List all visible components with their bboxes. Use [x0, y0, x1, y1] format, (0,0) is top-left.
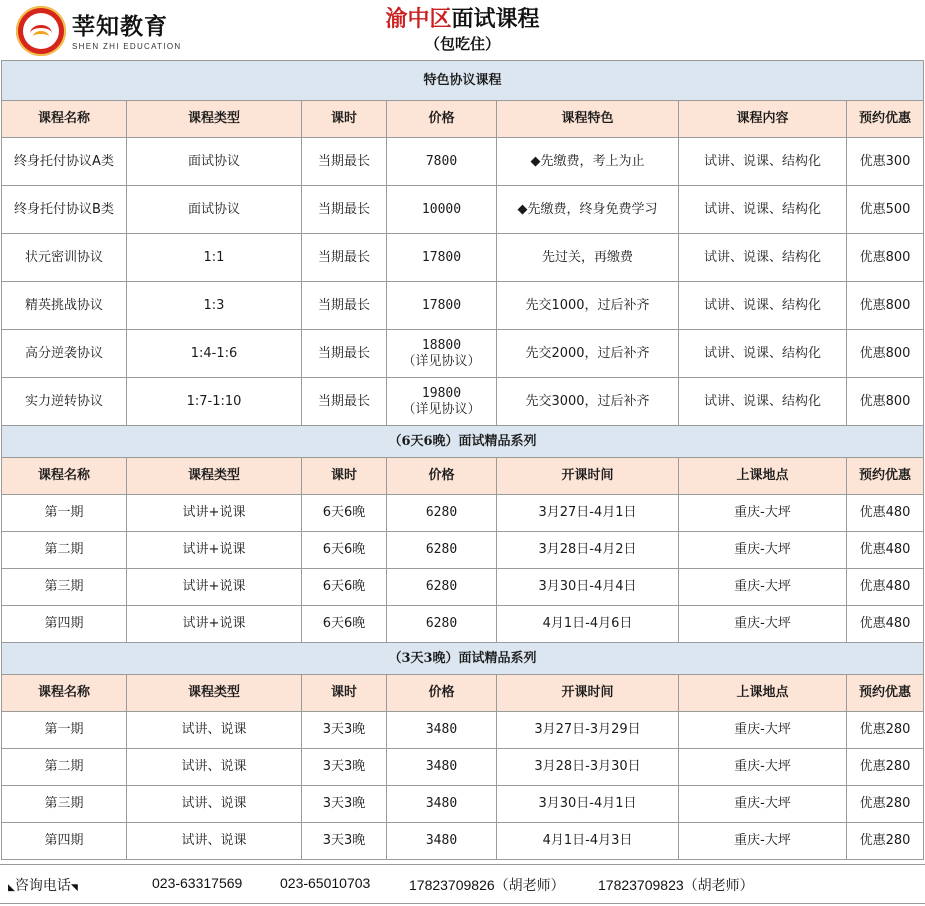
course-price: 3480 [387, 786, 497, 823]
column-header: 课时 [302, 458, 387, 495]
column-header: 课程类型 [127, 458, 302, 495]
price-value: 17800 [421, 297, 462, 313]
course-name: 高分逆袭协议 [2, 330, 127, 378]
section2-title-row [2, 426, 924, 458]
column-header: 价格 [387, 101, 497, 138]
price-note: （详见协议） [402, 401, 481, 417]
price-value: 19800 [421, 385, 462, 401]
section-title: 特色协议课程 [2, 61, 924, 101]
session-dates: 3月27日-3月29日 [497, 712, 679, 749]
table-row [2, 823, 924, 860]
course-price [387, 282, 497, 330]
session-location: 重庆-大坪 [679, 532, 847, 569]
course-discount: 优惠480 [847, 495, 924, 532]
course-price: 3480 [387, 712, 497, 749]
table-row [2, 569, 924, 606]
table-row [2, 495, 924, 532]
column-header: 上课地点 [679, 675, 847, 712]
course-discount: 优惠300 [847, 138, 924, 186]
course-price: 6280 [387, 495, 497, 532]
session-location: 重庆-大坪 [679, 749, 847, 786]
course-type: 1:4-1:6 [127, 330, 302, 378]
column-header: 课时 [302, 101, 387, 138]
column-header: 价格 [387, 458, 497, 495]
section3-header-row [2, 675, 924, 712]
course-type: 试讲、说课 [127, 712, 302, 749]
course-feature: ◆先缴费，考上为止 [497, 138, 679, 186]
table-row [2, 712, 924, 749]
column-header: 预约优惠 [847, 101, 924, 138]
table-row [2, 282, 924, 330]
course-type: 面试协议 [127, 186, 302, 234]
course-feature: 先交3000，过后补齐 [497, 378, 679, 426]
course-hours: 当期最长 [302, 138, 387, 186]
column-header: 预约优惠 [847, 675, 924, 712]
course-table [1, 60, 924, 860]
title-district: 渝中区 [385, 6, 452, 32]
page-subtitle: （包吃住） [424, 35, 500, 53]
table-row [2, 138, 924, 186]
course-name: 终身托付协议A类 [2, 138, 127, 186]
course-hours: 3天3晚 [302, 712, 387, 749]
logo-emblem-icon [16, 6, 66, 56]
course-discount: 优惠280 [847, 823, 924, 860]
table-row [2, 330, 924, 378]
session-dates: 3月28日-3月30日 [497, 749, 679, 786]
section1-header-row [2, 101, 924, 138]
course-hours: 3天3晚 [302, 749, 387, 786]
session-name: 第四期 [2, 823, 127, 860]
course-type: 试讲+说课 [127, 569, 302, 606]
phone-2: 023-65010703 [280, 875, 371, 891]
course-type: 试讲+说课 [127, 495, 302, 532]
course-hours: 当期最长 [302, 378, 387, 426]
table-row [2, 532, 924, 569]
section3-title-row [2, 643, 924, 675]
course-price: 6280 [387, 532, 497, 569]
section1-title-row [2, 61, 924, 101]
contact-label-text: 咨询电话 [14, 878, 71, 894]
course-hours: 6天6晚 [302, 606, 387, 643]
course-type: 试讲、说课 [127, 749, 302, 786]
table-row [2, 186, 924, 234]
column-header: 预约优惠 [847, 458, 924, 495]
column-header: 课时 [302, 675, 387, 712]
course-discount: 优惠280 [847, 749, 924, 786]
course-content: 试讲、说课、结构化 [679, 282, 847, 330]
course-hours: 6天6晚 [302, 532, 387, 569]
course-content: 试讲、说课、结构化 [679, 378, 847, 426]
session-location: 重庆-大坪 [679, 823, 847, 860]
course-name: 终身托付协议B类 [2, 186, 127, 234]
session-name: 第一期 [2, 712, 127, 749]
course-hours: 当期最长 [302, 186, 387, 234]
course-hours: 3天3晚 [302, 823, 387, 860]
session-name: 第二期 [2, 532, 127, 569]
course-discount: 优惠280 [847, 712, 924, 749]
course-feature: ◆先缴费，终身免费学习 [497, 186, 679, 234]
course-discount: 优惠280 [847, 786, 924, 823]
course-hours: 6天6晚 [302, 569, 387, 606]
column-header: 课程名称 [2, 675, 127, 712]
price-value: 18800 [421, 337, 462, 353]
table-row [2, 606, 924, 643]
session-location: 重庆-大坪 [679, 606, 847, 643]
course-discount: 优惠480 [847, 606, 924, 643]
course-price: 6280 [387, 606, 497, 643]
session-name: 第四期 [2, 606, 127, 643]
session-dates: 3月28日-4月2日 [497, 532, 679, 569]
contact-footer [0, 864, 925, 904]
title-main: 面试课程 [451, 6, 540, 32]
course-feature: 先交2000，过后补齐 [497, 330, 679, 378]
course-type: 试讲+说课 [127, 532, 302, 569]
course-hours: 6天6晚 [302, 495, 387, 532]
course-feature: 先交1000，过后补齐 [497, 282, 679, 330]
course-hours: 3天3晚 [302, 786, 387, 823]
course-discount: 优惠480 [847, 532, 924, 569]
section2-header-row [2, 458, 924, 495]
course-type: 面试协议 [127, 138, 302, 186]
session-dates: 3月30日-4月4日 [497, 569, 679, 606]
phone-1: 023-63317569 [152, 875, 243, 891]
session-dates: 4月1日-4月3日 [497, 823, 679, 860]
column-header: 课程类型 [127, 101, 302, 138]
course-name: 实力逆转协议 [2, 378, 127, 426]
logo-name: 莘知教育 [72, 14, 168, 40]
course-name: 精英挑战协议 [2, 282, 127, 330]
course-discount: 优惠800 [847, 330, 924, 378]
section-title: （3天3晚）面试精品系列 [2, 643, 924, 675]
course-price [387, 186, 497, 234]
course-discount: 优惠800 [847, 378, 924, 426]
table-row [2, 234, 924, 282]
session-dates: 3月27日-4月1日 [497, 495, 679, 532]
column-header: 价格 [387, 675, 497, 712]
course-price [387, 330, 497, 378]
course-content: 试讲、说课、结构化 [679, 186, 847, 234]
course-hours: 当期最长 [302, 234, 387, 282]
arrow-right-icon: ◥ [70, 883, 78, 893]
price-value: 10000 [421, 201, 462, 217]
contact-label [8, 875, 78, 895]
session-location: 重庆-大坪 [679, 495, 847, 532]
course-content: 试讲、说课、结构化 [679, 330, 847, 378]
course-type: 试讲+说课 [127, 606, 302, 643]
column-header: 开课时间 [497, 675, 679, 712]
course-feature: 先过关，再缴费 [497, 234, 679, 282]
session-name: 第三期 [2, 786, 127, 823]
course-type: 1:1 [127, 234, 302, 282]
course-type: 1:3 [127, 282, 302, 330]
price-value: 7800 [425, 153, 458, 169]
column-header: 课程内容 [679, 101, 847, 138]
column-header: 上课地点 [679, 458, 847, 495]
title-block [300, 4, 625, 54]
course-type: 1:7-1:10 [127, 378, 302, 426]
page-header [0, 0, 925, 60]
course-type: 试讲、说课 [127, 786, 302, 823]
session-dates: 3月30日-4月1日 [497, 786, 679, 823]
column-header: 开课时间 [497, 458, 679, 495]
course-discount: 优惠500 [847, 186, 924, 234]
arrow-left-icon: ◣ [8, 883, 15, 893]
session-location: 重庆-大坪 [679, 786, 847, 823]
course-price: 3480 [387, 749, 497, 786]
price-note: （详见协议） [402, 353, 481, 369]
column-header: 课程特色 [497, 101, 679, 138]
session-location: 重庆-大坪 [679, 569, 847, 606]
course-price [387, 378, 497, 426]
course-hours: 当期最长 [302, 330, 387, 378]
logo-english: SHEN ZHI EDUCATION [72, 42, 182, 51]
phone-4: 17823709823（胡老师） [598, 877, 754, 893]
session-location: 重庆-大坪 [679, 712, 847, 749]
phone-3: 17823709826（胡老师） [409, 877, 565, 893]
course-hours: 当期最长 [302, 282, 387, 330]
session-name: 第二期 [2, 749, 127, 786]
session-name: 第三期 [2, 569, 127, 606]
course-content: 试讲、说课、结构化 [679, 138, 847, 186]
page-title [300, 4, 625, 34]
brand-logo [14, 4, 182, 58]
price-value: 17800 [421, 249, 462, 265]
table-row [2, 786, 924, 823]
course-name: 状元密训协议 [2, 234, 127, 282]
course-discount: 优惠800 [847, 234, 924, 282]
column-header: 课程类型 [127, 675, 302, 712]
course-type: 试讲、说课 [127, 823, 302, 860]
session-name: 第一期 [2, 495, 127, 532]
session-dates: 4月1日-4月6日 [497, 606, 679, 643]
table-row [2, 378, 924, 426]
course-price [387, 234, 497, 282]
section-title: （6天6晚）面试精品系列 [2, 426, 924, 458]
course-price: 3480 [387, 823, 497, 860]
column-header: 课程名称 [2, 101, 127, 138]
course-content: 试讲、说课、结构化 [679, 234, 847, 282]
course-price [387, 138, 497, 186]
course-discount: 优惠800 [847, 282, 924, 330]
course-discount: 优惠480 [847, 569, 924, 606]
table-row [2, 749, 924, 786]
column-header: 课程名称 [2, 458, 127, 495]
course-price: 6280 [387, 569, 497, 606]
